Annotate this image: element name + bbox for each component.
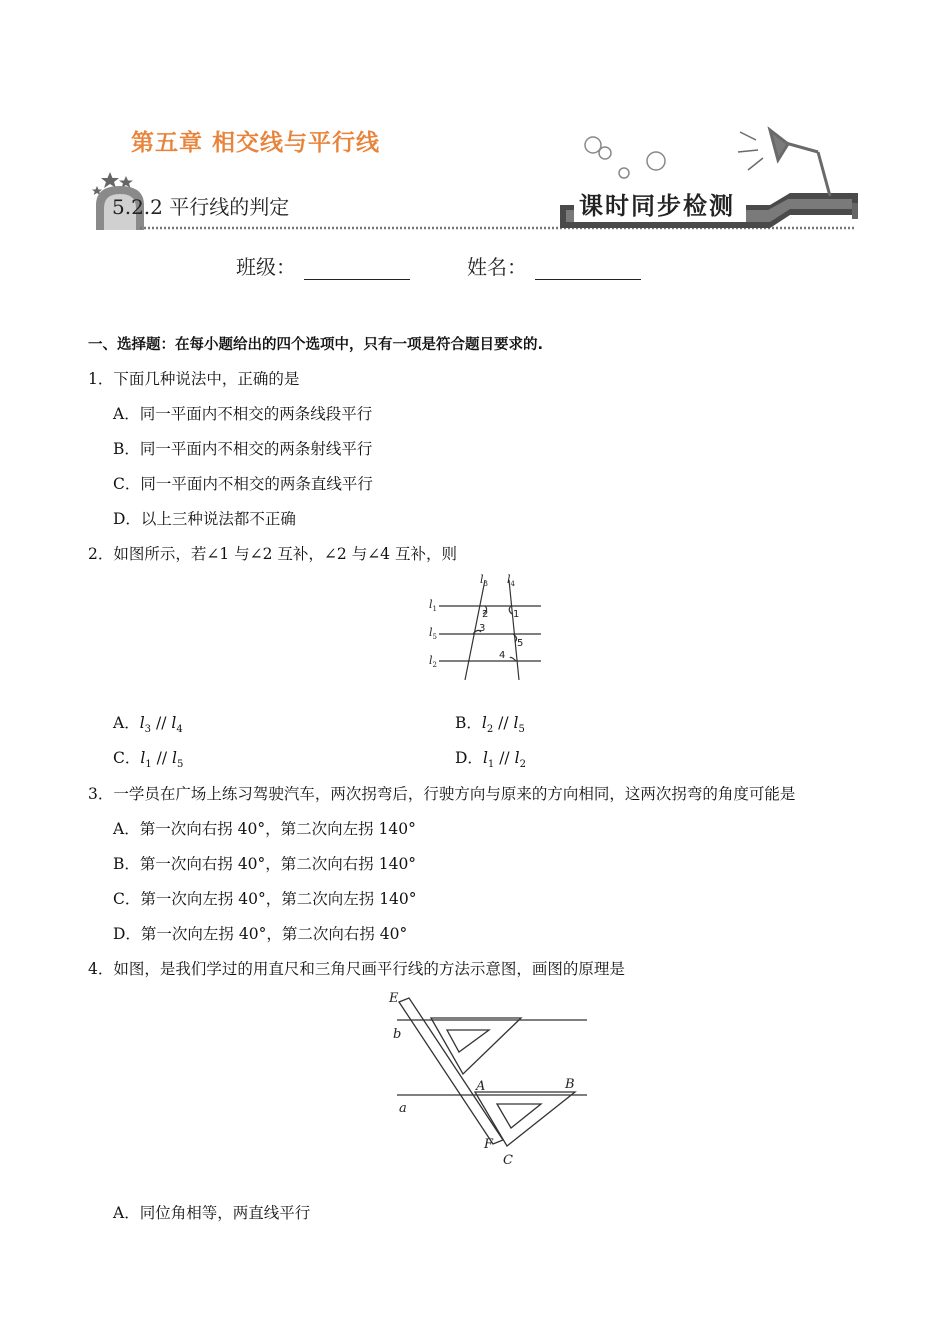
- section-title: 5.2.2 平行线的判定: [112, 195, 290, 219]
- label-a: a: [399, 1101, 407, 1116]
- q1-stem: 1．下面几种说法中，正确的是: [88, 370, 300, 388]
- q2-option-c[interactable]: C．$l_1 // l_5$: [113, 749, 184, 771]
- label-l3: $l_3$: [480, 573, 488, 588]
- q2-option-a[interactable]: A．$l_3 // l_4$: [113, 714, 183, 736]
- bubble-icon: [585, 137, 601, 153]
- q1-option-c[interactable]: C．同一平面内不相交的两条直线平行: [113, 475, 373, 493]
- q3-option-d[interactable]: D．第一次向左拐 40°，第二次向右拐 40°: [113, 925, 408, 943]
- q2-stem: 2．如图所示，若∠1 与∠2 互补，∠2 与∠4 互补，则: [88, 545, 457, 563]
- angle-1-label: 1: [513, 609, 520, 620]
- name-label: 姓名：: [467, 255, 527, 279]
- section-heading: 一、选择题：在每小题给出的四个选项中，只有一项是符合题目要求的.: [88, 337, 544, 353]
- class-blank[interactable]: [304, 261, 410, 280]
- angle-5-label: 5: [517, 638, 524, 649]
- q3-stem: 3．一学员在广场上练习驾驶汽车，两次拐弯后，行驶方向与原来的方向相同，这两次拐弯的角度可能是: [88, 785, 796, 803]
- q4-option-a[interactable]: A．同位角相等，两直线平行: [113, 1204, 311, 1222]
- q3-option-a[interactable]: A．第一次向右拐 40°，第二次向左拐 140°: [113, 820, 416, 838]
- label-l2: $l_2$: [429, 654, 437, 669]
- label-l4: $l_4$: [507, 573, 515, 588]
- banner-text: 课时同步检测: [579, 191, 735, 220]
- label-b: b: [393, 1027, 402, 1042]
- label-F: F: [484, 1137, 494, 1152]
- lamp-icon: [738, 130, 830, 196]
- q3-option-c[interactable]: C．第一次向左拐 40°，第二次向左拐 140°: [113, 890, 417, 908]
- q2-option-d[interactable]: D．$l_1 // l_2$: [455, 749, 526, 771]
- class-label: 班级：: [236, 255, 296, 279]
- class-field: [236, 251, 410, 280]
- name-blank[interactable]: [535, 261, 641, 280]
- angle-4-label: 4: [499, 650, 506, 661]
- line-l4: [509, 580, 519, 680]
- label-C: C: [503, 1153, 513, 1168]
- q2-option-b[interactable]: B．$l_2 // l_5$: [455, 714, 525, 736]
- label-l5: $l_5$: [429, 626, 437, 641]
- q1-option-d[interactable]: D．以上三种说法都不正确: [113, 510, 296, 528]
- q2-figure: [425, 570, 545, 685]
- q1-option-a[interactable]: A．同一平面内不相交的两条线段平行: [113, 405, 373, 423]
- triangle-upper: [431, 1018, 521, 1074]
- chapter-title: 第五章 相交线与平行线: [131, 130, 381, 156]
- q3-option-b[interactable]: B．第一次向右拐 40°，第二次向右拐 140°: [113, 855, 417, 873]
- q1-option-b[interactable]: B．同一平面内不相交的两条射线平行: [113, 440, 373, 458]
- angle-3-label: 3: [479, 623, 486, 634]
- label-B: B: [565, 1077, 575, 1092]
- angle-2-label: 2: [482, 609, 489, 620]
- label-A: A: [476, 1079, 486, 1094]
- name-field: [467, 251, 641, 280]
- q4-figure: [385, 990, 595, 1170]
- q4-stem: 4．如图，是我们学过的用直尺和三角尺画平行线的方法示意图，画图的原理是: [88, 960, 625, 978]
- label-l1: $l_1$: [429, 598, 437, 613]
- label-E: E: [389, 991, 399, 1006]
